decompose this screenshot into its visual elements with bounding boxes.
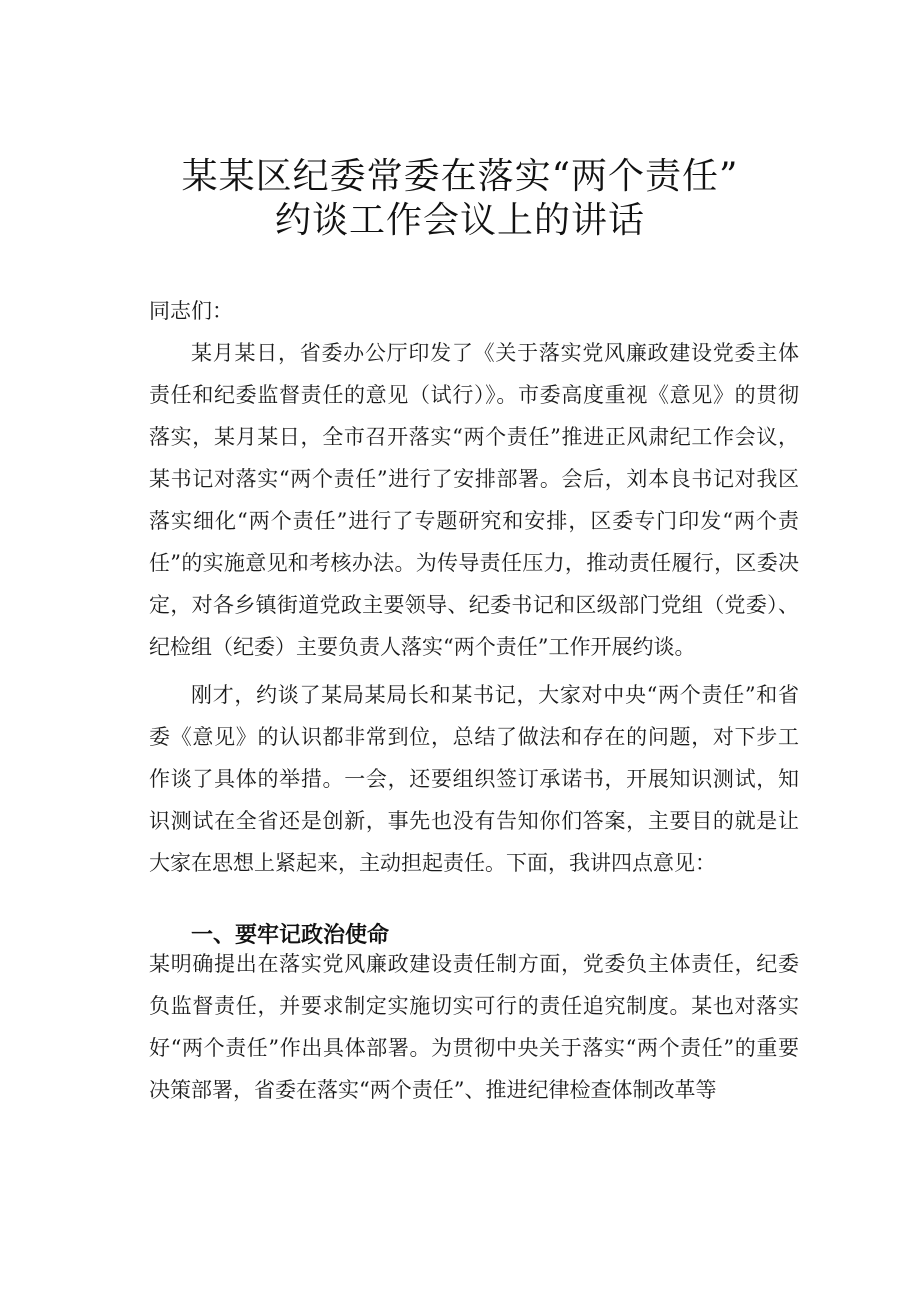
greeting: 同志们： xyxy=(149,299,233,323)
section-heading-1: 一、要牢记政治使命 xyxy=(191,923,390,949)
document-title-line-2: 约谈工作会议上的讲话 xyxy=(274,200,645,241)
paragraph-1: 某月某日，省委办公厅印发了《关于落实党风廉政建设党委主体责任和纪委监督责任的意见（试行）》。市委高度重视《意见》的贯彻落实，某月某日，全市召开落实“两个责任”推进正风肃纪工作会议，某书记对落实“两个责任”进行了安排部署。会后，刘本良书记对我区落实细化“两个责任”进行了专题研究和安排，区委专门印发“两个责任”的实施意见和考核办法。为传导责任压力，推动责任履行，区委决定，对各乡镇街道党政主要领导、纪委书记和区级部门党组（党委）、纪检组（纪委）主要负责人落实“两个责任”工作开展约谈。 xyxy=(149,341,799,659)
paragraph-3: 某明确提出在落实党风廉政建设责任制方面，党委负主体责任，纪委负监督责任，并要求制定实施切实可行的责任追究制度。某也对落实好“两个责任”作出具体部署。为贯彻中央关于落实“两个责任”的重要决策部署，省委在落实“两个责任”、推进纪律检查体制改革等 xyxy=(149,952,799,1102)
document-title-line-1: 某某区纪委常委在落实“两个责任” xyxy=(181,156,739,197)
paragraph-2: 刚才，约谈了某局某局长和某书记，大家对中央“两个责任”和省委《意见》的认识都非常到位，总结了做法和存在的问题，对下步工作谈了具体的举措。一会，还要组织签订承诺书，开展知识测试，知识测试在全省还是创新，事先也没有告知你们答案，主要目的就是让大家在思想上紧起来，主动担起责任。下面，我讲四点意见： xyxy=(149,683,799,875)
